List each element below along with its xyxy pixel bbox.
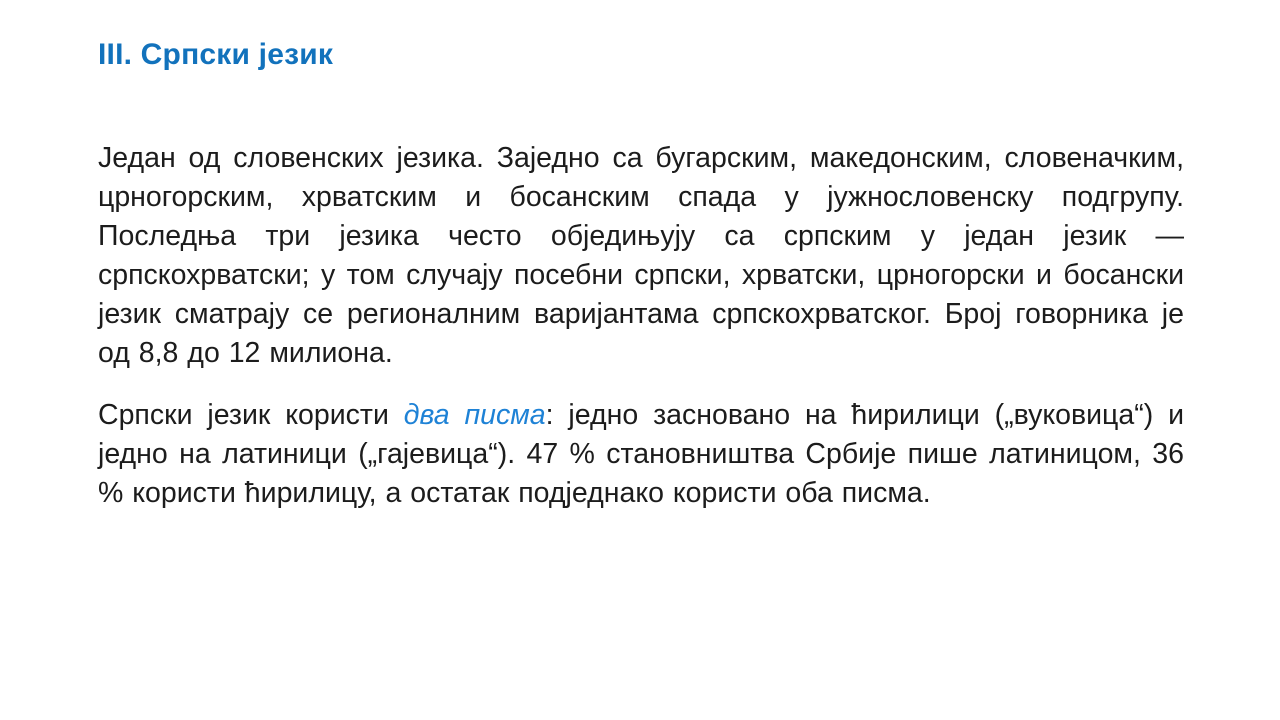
slide-title: III. Српски језик xyxy=(98,38,334,71)
paragraph-language-overview: Један од словенских језика. Заједно са бугарским, македонским, словеначким, црногорским, хрватским и босанским спада у јужнословенску подгрупу. Последња три језика често обједињују са српским у један језик — српскохрватски; у том случају посебни српски, хрватски, црногорски и босански језик сматрају се регионалним варијантама српскохрватског. Број говорника је од 8,8 до 12 милиона. xyxy=(98,142,1184,369)
paragraph-two-scripts xyxy=(98,396,1184,513)
paragraph-two-scripts-rest: : једно засновано на ћирилици („вуковица“) и једно на латиници („гајевица“). 47 % становништва Србије пише латиницом, 36 % користи ћирилицу, а остатак подједнако користи оба писма. xyxy=(98,399,1184,509)
paragraph-two-scripts-lead: Српски језик користи xyxy=(98,399,404,431)
slide-body xyxy=(98,139,1184,513)
accent-phrase-two-scripts: два писма xyxy=(403,399,546,431)
